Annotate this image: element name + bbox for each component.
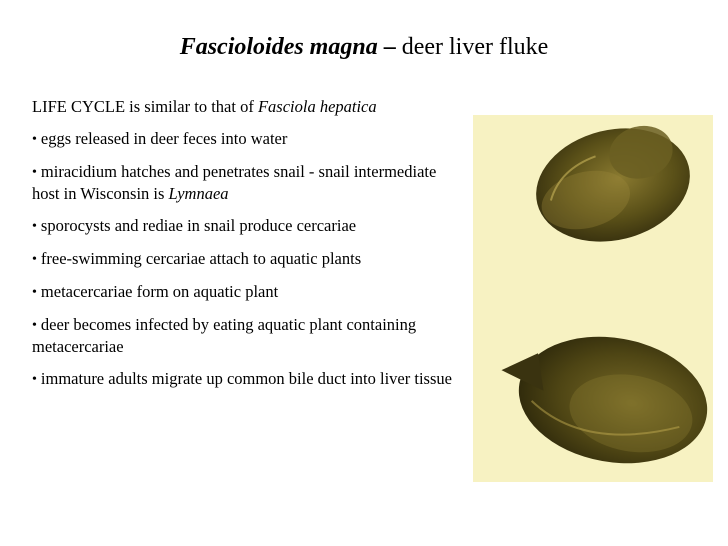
bullet-item	[32, 368, 462, 390]
bullet-text: metacercariae form on aquatic plant	[40, 282, 279, 301]
bullet-text: miracidium hatches and penetrates snail - snail intermediate host in Wisconsin is	[32, 162, 437, 203]
bullet-text: sporocysts and rediae in snail produce cercariae	[40, 216, 357, 235]
intro-species: Fasciola hepatica	[257, 97, 377, 116]
bullet-item	[32, 248, 462, 270]
bullet-dot-icon: •	[32, 132, 37, 147]
bullet-dot-icon: •	[32, 285, 37, 300]
bullet-item	[32, 215, 462, 237]
bullet-text: deer becomes infected by eating aquatic plant containing metacercariae	[32, 315, 417, 356]
snail-photo	[473, 115, 713, 482]
bullet-text: immature adults migrate up common bile duct into liver tissue	[40, 369, 452, 388]
title-separator: –	[383, 34, 396, 60]
life-cycle-text	[32, 96, 462, 401]
bullet-text: free-swimming cercariae attach to aquatic plants	[40, 249, 362, 268]
bullet-species: Lymnaea	[168, 184, 229, 203]
bullet-item	[32, 128, 462, 150]
common-name: deer liver fluke	[401, 34, 549, 60]
bullet-item	[32, 314, 462, 357]
bullet-dot-icon: •	[32, 318, 37, 333]
scientific-name: Fascioloides magna	[179, 34, 378, 60]
intro-text: LIFE CYCLE is similar to that of	[32, 97, 258, 116]
bullet-text: eggs released in deer feces into water	[40, 129, 288, 148]
bullet-dot-icon: •	[32, 372, 37, 387]
slide-title	[0, 34, 728, 61]
bullet-dot-icon: •	[32, 219, 37, 234]
bullet-dot-icon: •	[32, 252, 37, 267]
intro-line	[32, 96, 462, 117]
bullet-dot-icon: •	[32, 165, 37, 180]
bullet-item	[32, 161, 462, 204]
bullet-item	[32, 281, 462, 303]
